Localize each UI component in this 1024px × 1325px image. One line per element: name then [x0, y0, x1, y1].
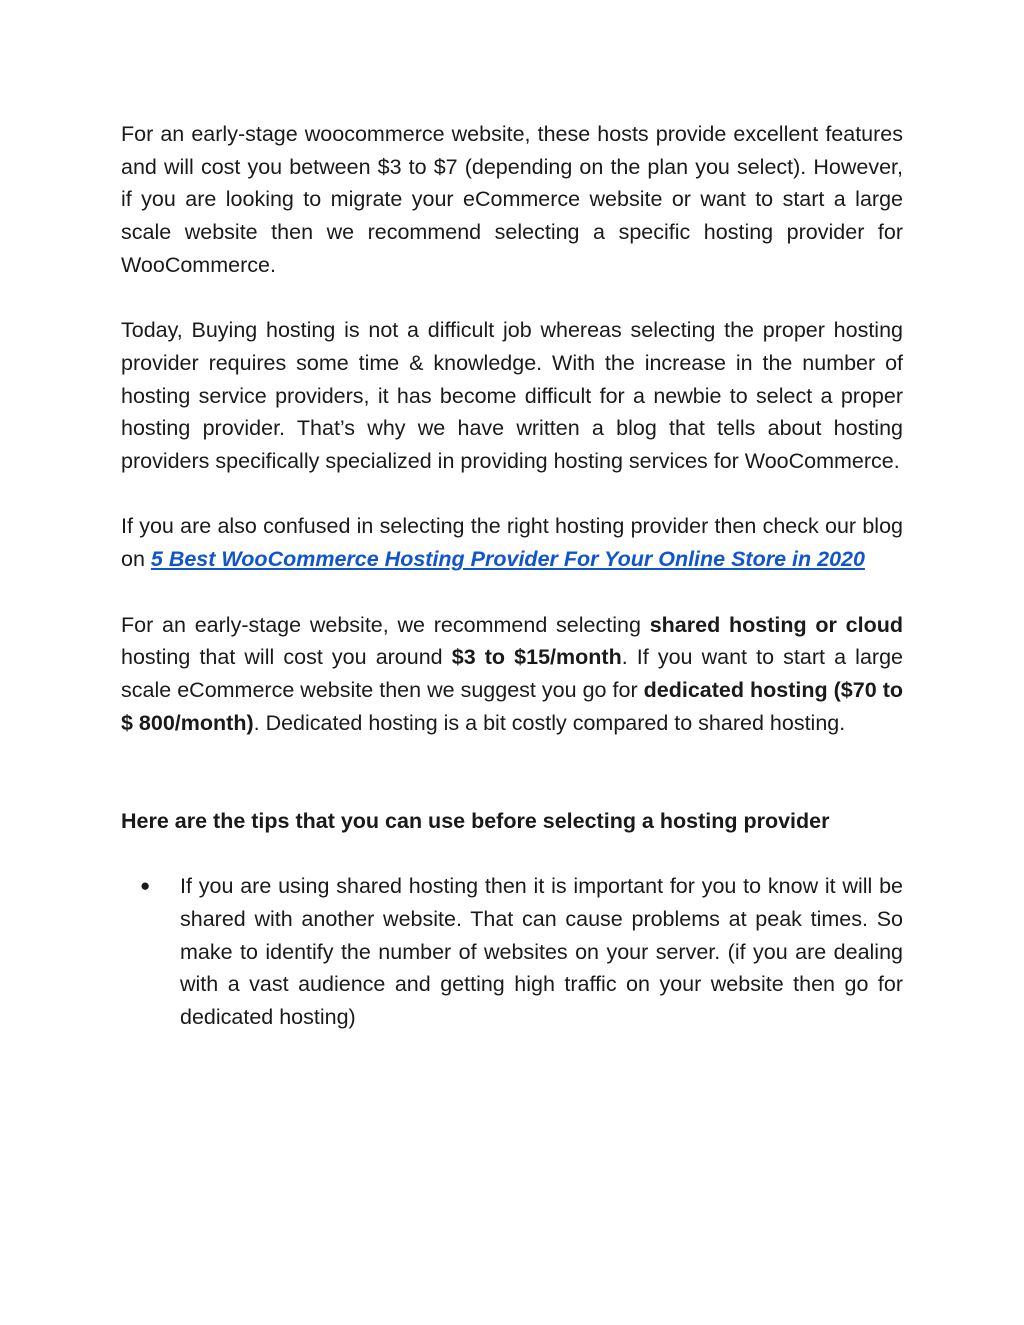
paragraph-buying-hosting: Today, Buying hosting is not a difficult job whereas selecting the proper hosting provider requires some time & knowledge. With the increase in the number of hosting service providers, it has become difficult for a newbie to select a proper hosting provider. That’s why we have written a blog that tells about hosting providers specifically specialized in providing hosting services for WooCommerce. — [121, 318, 903, 474]
paragraph-hosting-recommendation — [121, 609, 903, 740]
blog-reference-lead: If you are also confused in selecting the right hosting provider then check our blog on — [121, 514, 903, 572]
paragraph-early-stage-hosts: For an early-stage woocommerce website, these hosts provide excellent features and will cost you between $3 to $7 (depending on the plan you select). However, if you are looking to migrate your eCommerce website or want to start a large scale website then we recommend selecting a specific hosting provider for WooCommerce. — [121, 122, 903, 277]
tips-list-item — [121, 870, 903, 1034]
tip-text: If you are using shared hosting then it is important for you to know it will be shared with another website. That can cause problems at peak times. So make to identify the number of websites on your server. (if you are dealing with a vast audience and getting high traffic on your website then go for dedicated hosting) — [180, 874, 903, 1029]
recommendation-bold-dedicated: dedicated hosting ($70 to $ 800/month) — [121, 677, 903, 735]
recommendation-text-2: hosting that will cost you around — [121, 645, 452, 670]
bullet-icon: ● — [140, 876, 151, 896]
recommendation-text-3: . If you want to start a large scale eCommerce website then we suggest you go for — [121, 645, 903, 702]
paragraph-blog-reference — [121, 510, 903, 575]
tips-list — [121, 870, 903, 1034]
recommendation-text-1: For an early-stage website, we recommend selecting — [121, 612, 650, 637]
recommendation-bold-price: $3 to $15/month — [451, 645, 622, 670]
blog-article-link[interactable]: 5 Best WooCommerce Hosting Provider For Your Online Store in 2020 — [150, 547, 865, 572]
recommendation-text-4: . Dedicated hosting is a bit costly compared to shared hosting. — [253, 710, 846, 735]
recommendation-bold-shared-cloud: shared hosting or cloud — [649, 612, 903, 637]
document-page — [121, 118, 903, 1034]
tips-heading: Here are the tips that you can use before selecting a hosting provider — [121, 808, 830, 833]
